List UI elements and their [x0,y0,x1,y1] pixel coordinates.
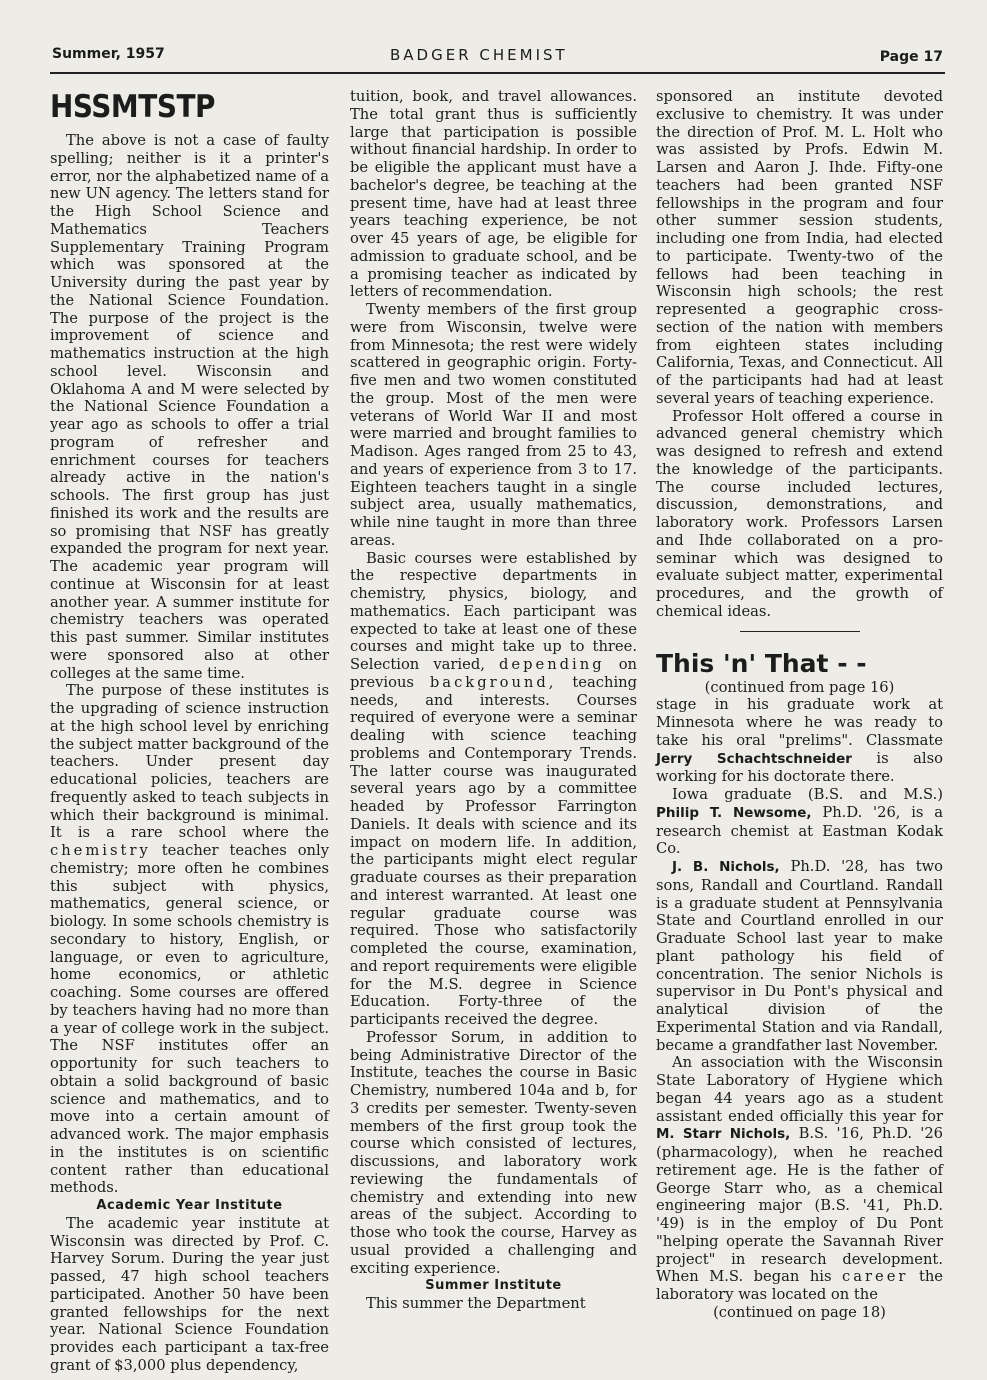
header-date: Summer, 1957 [52,46,165,62]
person-name: Jerry Schachtschneider [656,750,852,767]
article-paragraph: Basic courses were established by the respective departments in chemistry, physics, biology, and mathematics. Each participant was expected to take at least one of these courses and might take up to three. Selection varied, depending on previous background, teaching needs, and interests. Courses required of everyone were a seminar dealing with science teaching problems and Contemporary Trends. The latter course was inaugurated several years ago by a committee headed by Professor Farrington Daniels. It deals with science and its impact on modern life. In addition, the participants might elect regular graduate courses as their preparation and interest warranted. At least one regular graduate course was required. Those who satisfactorily completed the course, examination, and report requirements were eligible for the M.S. degree in Science Education. Forty-three of the participants received the degree. [350,549,638,1028]
news-paragraph: Iowa graduate (B.S. and M.S.) Philip T. Newsome, Ph.D. '26, is a research chemist at Eastman Kodak Co. [656,786,944,858]
section-divider [740,631,860,632]
person-name: Philip T. Newsome, [656,804,812,821]
article-paragraph: tuition, book, and travel allowances. The total grant thus is sufficiently large that participation is possible without financial hardship. In order to be eligible the applicant must have a bachelor's degree, be teaching at the present time, have had at least three years teaching experience, be not over 45 years of age, be eligible for admission to graduate school, and be a promising teacher as indicated by letters of recommendation. [350,88,637,301]
news-paragraph: J. B. Nichols, Ph.D. '28, has two sons, Randall and Courtland. Randall is a graduate student at Pennsylvania State and Courtland enrolled in our Graduate School last year to make plant pathology his field of concentration. The senior Nichols is supervisor in Du Pont's physical and analytical division of the Experimental Station and via Randall, became a grandfather last November. [656,858,944,1054]
news-paragraph: stage in his graduate work at Minnesota where he was ready to take his oral "prelims". Classmate Jerry Schachtschneider is also working for his doctorate there. [656,696,944,786]
subheading-summer-institute: Summer Institute [425,1278,562,1294]
column-2 [350,88,637,1313]
news-paragraph: An association with the Wisconsin State Laboratory of Hygiene which began 44 years ago as a student assistant ended officially this year for M. Starr Nichols, B.S. '16, Ph.D. '26 (pharmacology), when he reached retirement age. He is the father of George Starr who, as a chemical engineering major (B.S. '41, Ph.D. '49) is in the employ of Du Pont "helping operate the Savannah River project" in research development. When M.S. began his career the laboratory was located on the [656,1054,944,1303]
article-paragraph: The academic year institute at Wisconsin was directed by Prof. C. Harvey Sorum. During the year just passed, 47 high school teachers participated. Another 50 have been granted fellowships for the next year. National Science Foundation provides each participant a tax-free grant of $3,000 plus dependency, [50,1214,329,1374]
article-paragraph: The above is not a case of faulty spelling; neither is it a printer's error, nor the alphabetized name of a new UN agency. The letters stand for the High School Science and Mathematics Teachers Supplementary Training Program which was sponsored at the University during the past year by the National Science Foundation. The purpose of the project is the improvement of science and mathematics instruction at the high school level. Wisconsin and Oklahoma A and M were selected by the National Science Foundation a year ago as schools to offer a trial program of refresher and enrichment courses for teachers already active in the nation's schools. The first group has just finished its work and the results are so promising that NSF has greatly expanded the program for next year. The academic year program will continue at Wisconsin for at least another year. A summer institute for chemistry teachers was operated this past summer. Similar institutes were sponsored also at other colleges at the same time. [50,132,329,682]
header-rule [50,72,945,74]
column-1 [50,88,329,1375]
header-page-number: Page 17 [879,49,943,65]
article-paragraph: Professor Holt offered a course in advanced general chemistry which was designed to refresh and extend the knowledge of the participants. The course included lectures, discussion, demonstrations, and laboratory work. Professors Larsen and Ihde collaborated on a pro-seminar which was designed to evaluate subject matter, experimental procedures, and the growth of chemical ideas. [656,407,943,620]
person-name: M. Starr Nichols, [656,1126,791,1143]
article-paragraph: Professor Sorum, in addition to being Administrative Director of the Institute, teaches the course in Basic Chemistry, numbered 104a and b, for 3 credits per semester. Twenty-seven members of the first group took the course which consisted of lectures, discussions, and laboratory work reviewing the fundamentals of chemistry and extending into new areas of the subject. According to those who took the course, Harvey as usual provided a challenging and exciting experience. [350,1028,637,1277]
subheading-academic-year: Academic Year Institute [96,1198,283,1213]
article-paragraph: sponsored an institute devoted exclusive to chemistry. It was under the direction of Prof. M. L. Holt who was assisted by Profs. Edwin M. Larsen and Aaron J. Ihde. Fifty-one teachers had been granted NSF fellowships in the program and four other summer session students, including one from India, had elected to participate. Twenty-two of the fellows had been teaching in Wisconsin high schools; the rest represented a geographic cross-section of the nation with members from eighteen states including California, Texas, and Connecticut. All of the participants had had at least several years of teaching experience. [656,88,943,407]
article-paragraph: This summer the Department [366,1295,586,1312]
continued-from-note: (continued from page 16) [704,678,895,696]
header-publication: BADGER CHEMIST [390,46,568,64]
news-title: This 'n' That - - [656,648,867,678]
column-3 [656,88,943,1322]
article-title: HSSMTSTP [50,89,216,125]
article-paragraph: Twenty members of the first group were from Wisconsin, twelve were from Minnesota; the rest were widely scattered in geographic origin. Forty-five men and two women constituted the group. Most of the men were veterans of World War II and most were married and brought families to Madison. Ages ranged from 25 to 43, and years of experience from 3 to 17. Eighteen teachers taught in a single subject area, usually mathematics, while nine taught in more than three areas. [350,301,637,549]
continued-to-note: (continued on page 18) [713,1303,886,1321]
article-paragraph: The purpose of these institutes is the upgrading of science instruction at the high school level by enriching the subject matter background of the teachers. Under present day educational policies, teachers are frequently asked to teach subjects in which their background is minimal. It is a rare school where the chemistry teacher teaches only chemistry; more often he combines this subject with physics, mathematics, general science, or biology. In some schools chemistry is secondary to history, English, or language, or even to agriculture, home economics, or athletic coaching. Some courses are offered by teachers having had no more than a year of college work in the subject. The NSF institutes offer an opportunity for such teachers to obtain a solid background of basic science and mathematics, and to move into a certain amount of advanced work. The major emphasis in the institutes is on scientific content rather than educational methods. [50,682,330,1197]
person-name: J. B. Nichols, [672,859,780,875]
